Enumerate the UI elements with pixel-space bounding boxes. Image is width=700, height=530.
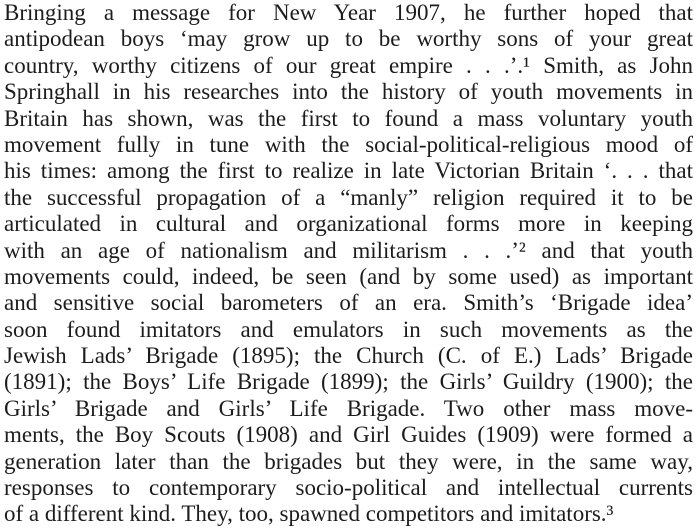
text-line: Britain has shown, was the first to found a mass voluntary youth — [4, 105, 693, 131]
text-line: (1891); the Boys’ Life Brigade (1899); the Girls’ Guildry (1900); the — [4, 369, 693, 395]
text-line: soon found imitators and emulators in such movements as the — [4, 316, 693, 342]
text-line: Jewish Lads’ Brigade (1895); the Church (C. of E.) Lads’ Brigade — [4, 343, 693, 369]
text-line: with an age of nationalism and militarism . . .’² and that youth — [4, 237, 693, 263]
text-line: the successful propagation of a “manly” religion required it to be — [4, 184, 693, 210]
text-line: ments, the Boy Scouts (1908) and Girl Guides (1909) were formed a — [4, 422, 693, 448]
body-paragraph — [4, 0, 693, 528]
text-line: generation later than the brigades but they were, in the same way, — [4, 448, 693, 474]
text-line: and sensitive social barometers of an era. Smith’s ‘Brigade idea’ — [4, 290, 693, 316]
text-line: Springhall in his researches into the history of youth movements in — [4, 79, 693, 105]
text-line: of a different kind. They, too, spawned competitors and imitators.³ — [4, 501, 614, 527]
text-line: articulated in cultural and organizational forms more in keeping — [4, 211, 693, 237]
text-line: Bringing a message for New Year 1907, he further hoped that — [4, 0, 693, 25]
text-line: his times: among the first to realize in late Victorian Britain ‘. . . that — [4, 158, 693, 184]
text-line: country, worthy citizens of our great empire . . .’.¹ Smith, as John — [4, 52, 693, 78]
text-line: responses to contemporary socio-political and intellectual currents — [4, 475, 693, 501]
text-line: antipodean boys ‘may grow up to be worthy sons of your great — [4, 26, 693, 52]
text-line: movements could, indeed, be seen (and by some used) as important — [4, 263, 693, 289]
text-line: movement fully in tune with the social-political-religious mood of — [4, 131, 693, 157]
text-line: Girls’ Brigade and Girls’ Life Brigade. Two other mass move- — [4, 395, 693, 421]
